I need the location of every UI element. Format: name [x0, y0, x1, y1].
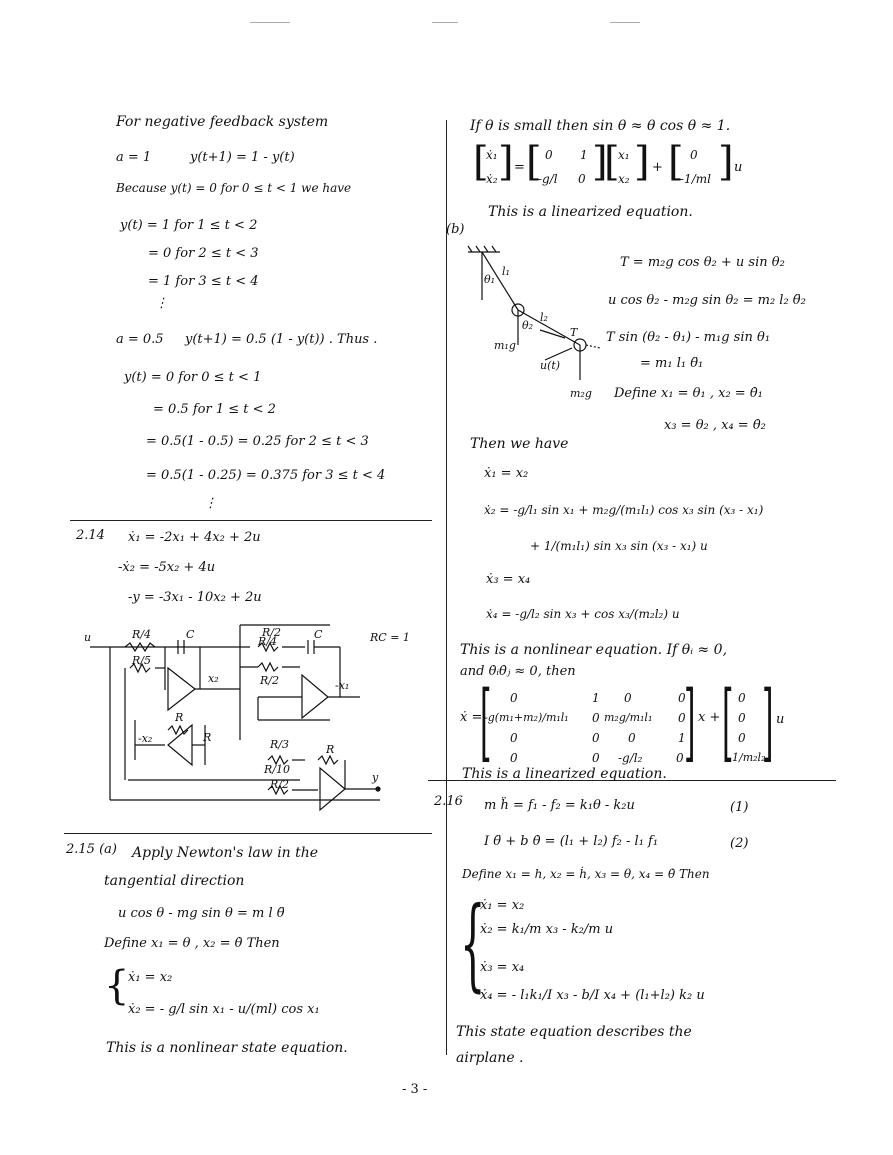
lin-x1: x₁ — [618, 148, 630, 162]
fb-y2-1: = 0.5 for 1 ≤ t < 2 — [153, 402, 276, 417]
fb-title: For negative feedback system — [116, 114, 329, 130]
lin-conclusion: This is a linearized equation. — [488, 204, 693, 220]
bigA-00: 0 — [510, 691, 518, 705]
lin-a-bracket: [ — [526, 139, 542, 185]
p215-label: 2.15 (a) — [66, 842, 117, 857]
b-state-2: + 1/(m₁l₁) sin x₃ sin (x₃ - x₁) u — [530, 539, 708, 553]
p216-brace: { — [460, 885, 486, 1002]
circuit-r10: R/10 — [264, 763, 290, 776]
circuit-r5: R/5 — [132, 654, 151, 667]
big-b-bracket-r: ] — [762, 673, 774, 771]
lin-b-bracket-r: ] — [718, 139, 734, 185]
lin-xd1: ẋ₁ — [486, 148, 498, 162]
lin-eq: = — [514, 160, 525, 175]
p214-eq-2: -y = -3x₁ - 10x₂ + 2u — [128, 590, 262, 605]
circuit-rc: RC = 1 — [370, 631, 410, 644]
p216-conclusion2: airplane . — [456, 1050, 524, 1066]
lin-u: u — [734, 160, 743, 175]
b-eq-1: u cos θ₂ - m₂g sin θ₂ = m₂ l₂ θ̈₂ — [608, 293, 806, 308]
p216-eq1: m ḧ = f₁ - f₂ = k₁θ - k₂u — [484, 798, 635, 813]
p214-eq-1: -ẋ₂ = -5x₂ + 4u — [118, 560, 216, 575]
fb-y1-0: y(t) = 1 for 1 ≤ t < 2 — [120, 218, 258, 233]
pend-th1: θ₁ — [484, 273, 496, 286]
fb-y2-0: y(t) = 0 for 0 ≤ t < 1 — [124, 370, 262, 385]
bigA-12: m₂g/m₁l₁ — [604, 711, 653, 724]
bigA-01: 1 — [592, 691, 600, 705]
circuit-x2: x₂ — [208, 672, 219, 685]
circuit-u: u — [84, 631, 92, 644]
circuit-negx1: -x₁ — [335, 679, 350, 692]
fb-a1-eq: y(t+1) = 1 - y(t) — [190, 150, 295, 165]
b-eq-4: Define x₁ = θ₁ , x₂ = θ̇₁ — [614, 386, 763, 401]
bigA-13: 0 — [678, 711, 686, 725]
b-eq-3: = m₁ l₁ θ̈₁ — [640, 356, 704, 371]
big-xd: ẋ = — [460, 710, 483, 725]
b-state-1: ẋ₂ = -g/l₁ sin x₁ + m₂g/(m₁l₁) cos x₃ sin (x₃ - x₁) — [484, 503, 764, 517]
b-eq-5: x₃ = θ₂ , x₄ = θ̇₂ — [664, 418, 766, 433]
big-b-bracket: [ — [722, 673, 734, 771]
lin-x-bracket: [ — [604, 139, 620, 185]
nonlin-note: This is a nonlinear equation. If θᵢ ≈ 0, — [460, 642, 728, 658]
bigA-11: 0 — [592, 711, 600, 725]
circuit-r3: R/3 — [270, 738, 289, 751]
circuit-y: y — [372, 771, 379, 784]
fb-y2-3: = 0.5(1 - 0.25) = 0.375 for 3 ≤ t < 4 — [146, 468, 386, 483]
b-label: (b) — [446, 222, 465, 237]
lin-plus: + — [652, 160, 663, 175]
lin-xd2: ẋ₂ — [486, 172, 498, 186]
p215-sys1: ẋ₁ = x₂ — [128, 970, 173, 985]
bigB-3: 1/m₂l₂ — [732, 751, 766, 764]
pend-T: T — [570, 326, 578, 339]
p216-conclusion: This state equation describes the — [456, 1024, 692, 1040]
circuit-r-out: R — [326, 743, 335, 756]
fb-a05: a = 0.5 — [116, 332, 164, 347]
circuit-c2: C — [314, 628, 323, 641]
bigA-23: 1 — [678, 731, 686, 745]
bigB-2: 0 — [738, 731, 746, 745]
p214-label: 2.14 — [76, 528, 105, 543]
p216-define: Define x₁ = h, x₂ = ḣ, x₃ = θ, x₄ = θ̇ Then — [462, 867, 710, 881]
big-x: x + — [698, 710, 721, 725]
pend-l2: l₂ — [540, 311, 548, 324]
lin-a-0: 0 — [545, 148, 553, 162]
fb-y1-3: ⋮ — [155, 296, 168, 311]
bigA-30: 0 — [510, 751, 518, 765]
then-have: Then we have — [470, 436, 569, 452]
p216-eq1-num: (1) — [730, 800, 749, 815]
nonlin-note2: and θ̇ᵢθ̇ⱼ ≈ 0, then — [460, 664, 576, 679]
b-state-4: ẋ₄ = -g/l₂ sin x₃ + cos x₃/(m₂l₂) u — [486, 607, 680, 621]
big-a-bracket: [ — [480, 673, 492, 771]
bigA-20: 0 — [510, 731, 518, 745]
lin-lhs-bracket: [ — [473, 139, 489, 185]
p215-conclusion: This is a nonlinear state equation. — [106, 1040, 348, 1056]
pend-m1g: m₁g — [494, 339, 516, 352]
page-number: - 3 - — [402, 1082, 428, 1097]
lin-b-bracket: [ — [668, 139, 684, 185]
pend-m2g: m₂g — [570, 387, 592, 400]
pend-ut: u(t) — [540, 359, 561, 372]
bigA-22: 0 — [628, 731, 636, 745]
lin-b-0: 0 — [690, 148, 698, 162]
bigA-10: -g(m₁+m₂)/m₁l₁ — [484, 711, 569, 724]
b-eq-2: T sin (θ₂ - θ₁) - m₁g sin θ₁ — [606, 330, 771, 345]
lin-lhs-bracket-r: ] — [498, 139, 514, 185]
fb-because: Because y(t) = 0 for 0 ≤ t < 1 we have — [116, 181, 352, 195]
lin-a-bracket-r: ] — [592, 139, 608, 185]
circuit-r2a: R/2 — [262, 626, 281, 639]
b-state-0: ẋ₁ = x₂ — [484, 466, 529, 481]
fb-y1-1: = 0 for 2 ≤ t < 3 — [148, 246, 259, 261]
fb-y1-2: = 1 for 3 ≤ t < 4 — [148, 274, 259, 289]
circuit-r4a: R/4 — [132, 628, 151, 641]
lin-x-bracket-r: ] — [634, 139, 650, 185]
p215-define: Define x₁ = θ , x₂ = θ̇ Then — [104, 936, 280, 951]
bigB-1: 0 — [738, 711, 746, 725]
p215-intro2: tangential direction — [104, 873, 245, 889]
fb-a05-eq: y(t+1) = 0.5 (1 - y(t)) . Thus . — [185, 332, 378, 347]
big-u: u — [776, 712, 785, 727]
circuit-r4b: R/4 — [258, 635, 277, 648]
p215-eq: u cos θ - mg sin θ = m l θ̈ — [118, 906, 285, 921]
lin-a-3: 0 — [578, 172, 586, 186]
b-state-3: ẋ₃ = x₄ — [486, 572, 531, 587]
bigA-33: 0 — [676, 751, 684, 765]
bigB-0: 0 — [738, 691, 746, 705]
pend-l1: l₁ — [502, 265, 510, 278]
p215-intro: Apply Newton's law in the — [132, 845, 319, 861]
p216-label: 2.16 — [434, 794, 463, 809]
circuit-r-fb: R — [203, 731, 212, 744]
p215-brace: { — [104, 963, 130, 1009]
bigA-03: 0 — [678, 691, 686, 705]
big-a-bracket-r: ] — [684, 673, 696, 771]
bigA-31: 0 — [592, 751, 600, 765]
p216-sys-0: ẋ₁ = x₂ — [480, 898, 525, 913]
p214-eq-0: ẋ₁ = -2x₁ + 4x₂ + 2u — [128, 530, 261, 545]
fb-y2-2: = 0.5(1 - 0.5) = 0.25 for 2 ≤ t < 3 — [146, 434, 369, 449]
lin-b-1: -1/ml — [680, 172, 711, 186]
lin-a-2: -g/l — [538, 172, 558, 186]
circuit-c1: C — [186, 628, 195, 641]
lin-x2: x₂ — [618, 172, 630, 186]
p216-eq2: I θ̈ + b θ̇ = (l₁ + l₂) f₂ - l₁ f₁ — [484, 834, 659, 849]
bigA-32: -g/l₂ — [618, 751, 643, 765]
p216-sys-3: ẋ₄ = - l₁k₁/I x₃ - b/I x₄ + (l₁+l₂) k₂ u — [480, 988, 705, 1003]
circuit-r-inv: R — [175, 711, 184, 724]
p216-eq2-num: (2) — [730, 836, 749, 851]
circuit-r2b: R/2 — [260, 674, 279, 687]
bigA-02: 0 — [624, 691, 632, 705]
p215-sys2: ẋ₂ = - g/l sin x₁ - u/(ml) cos x₁ — [128, 1002, 320, 1017]
lin2-conclusion: This is a linearized equation. — [462, 766, 667, 782]
lin-a-1: 1 — [580, 148, 588, 162]
p216-sys-1: ẋ₂ = k₁/m x₃ - k₂/m u — [480, 922, 614, 937]
pend-th2: θ₂ — [522, 319, 534, 332]
b-eq-0: T = m₂g cos θ₂ + u sin θ₂ — [620, 255, 785, 270]
fb-a1: a = 1 — [116, 150, 152, 165]
circuit-r2c: R/2 — [270, 778, 289, 791]
bigA-21: 0 — [592, 731, 600, 745]
small-angle-intro: If θ is small then sin θ ≈ θ cos θ ≈ 1. — [470, 118, 731, 134]
fb-y2-4: ⋮ — [204, 496, 217, 511]
circuit-negx2: -x₂ — [138, 732, 153, 745]
p216-sys-2: ẋ₃ = x₄ — [480, 960, 525, 975]
